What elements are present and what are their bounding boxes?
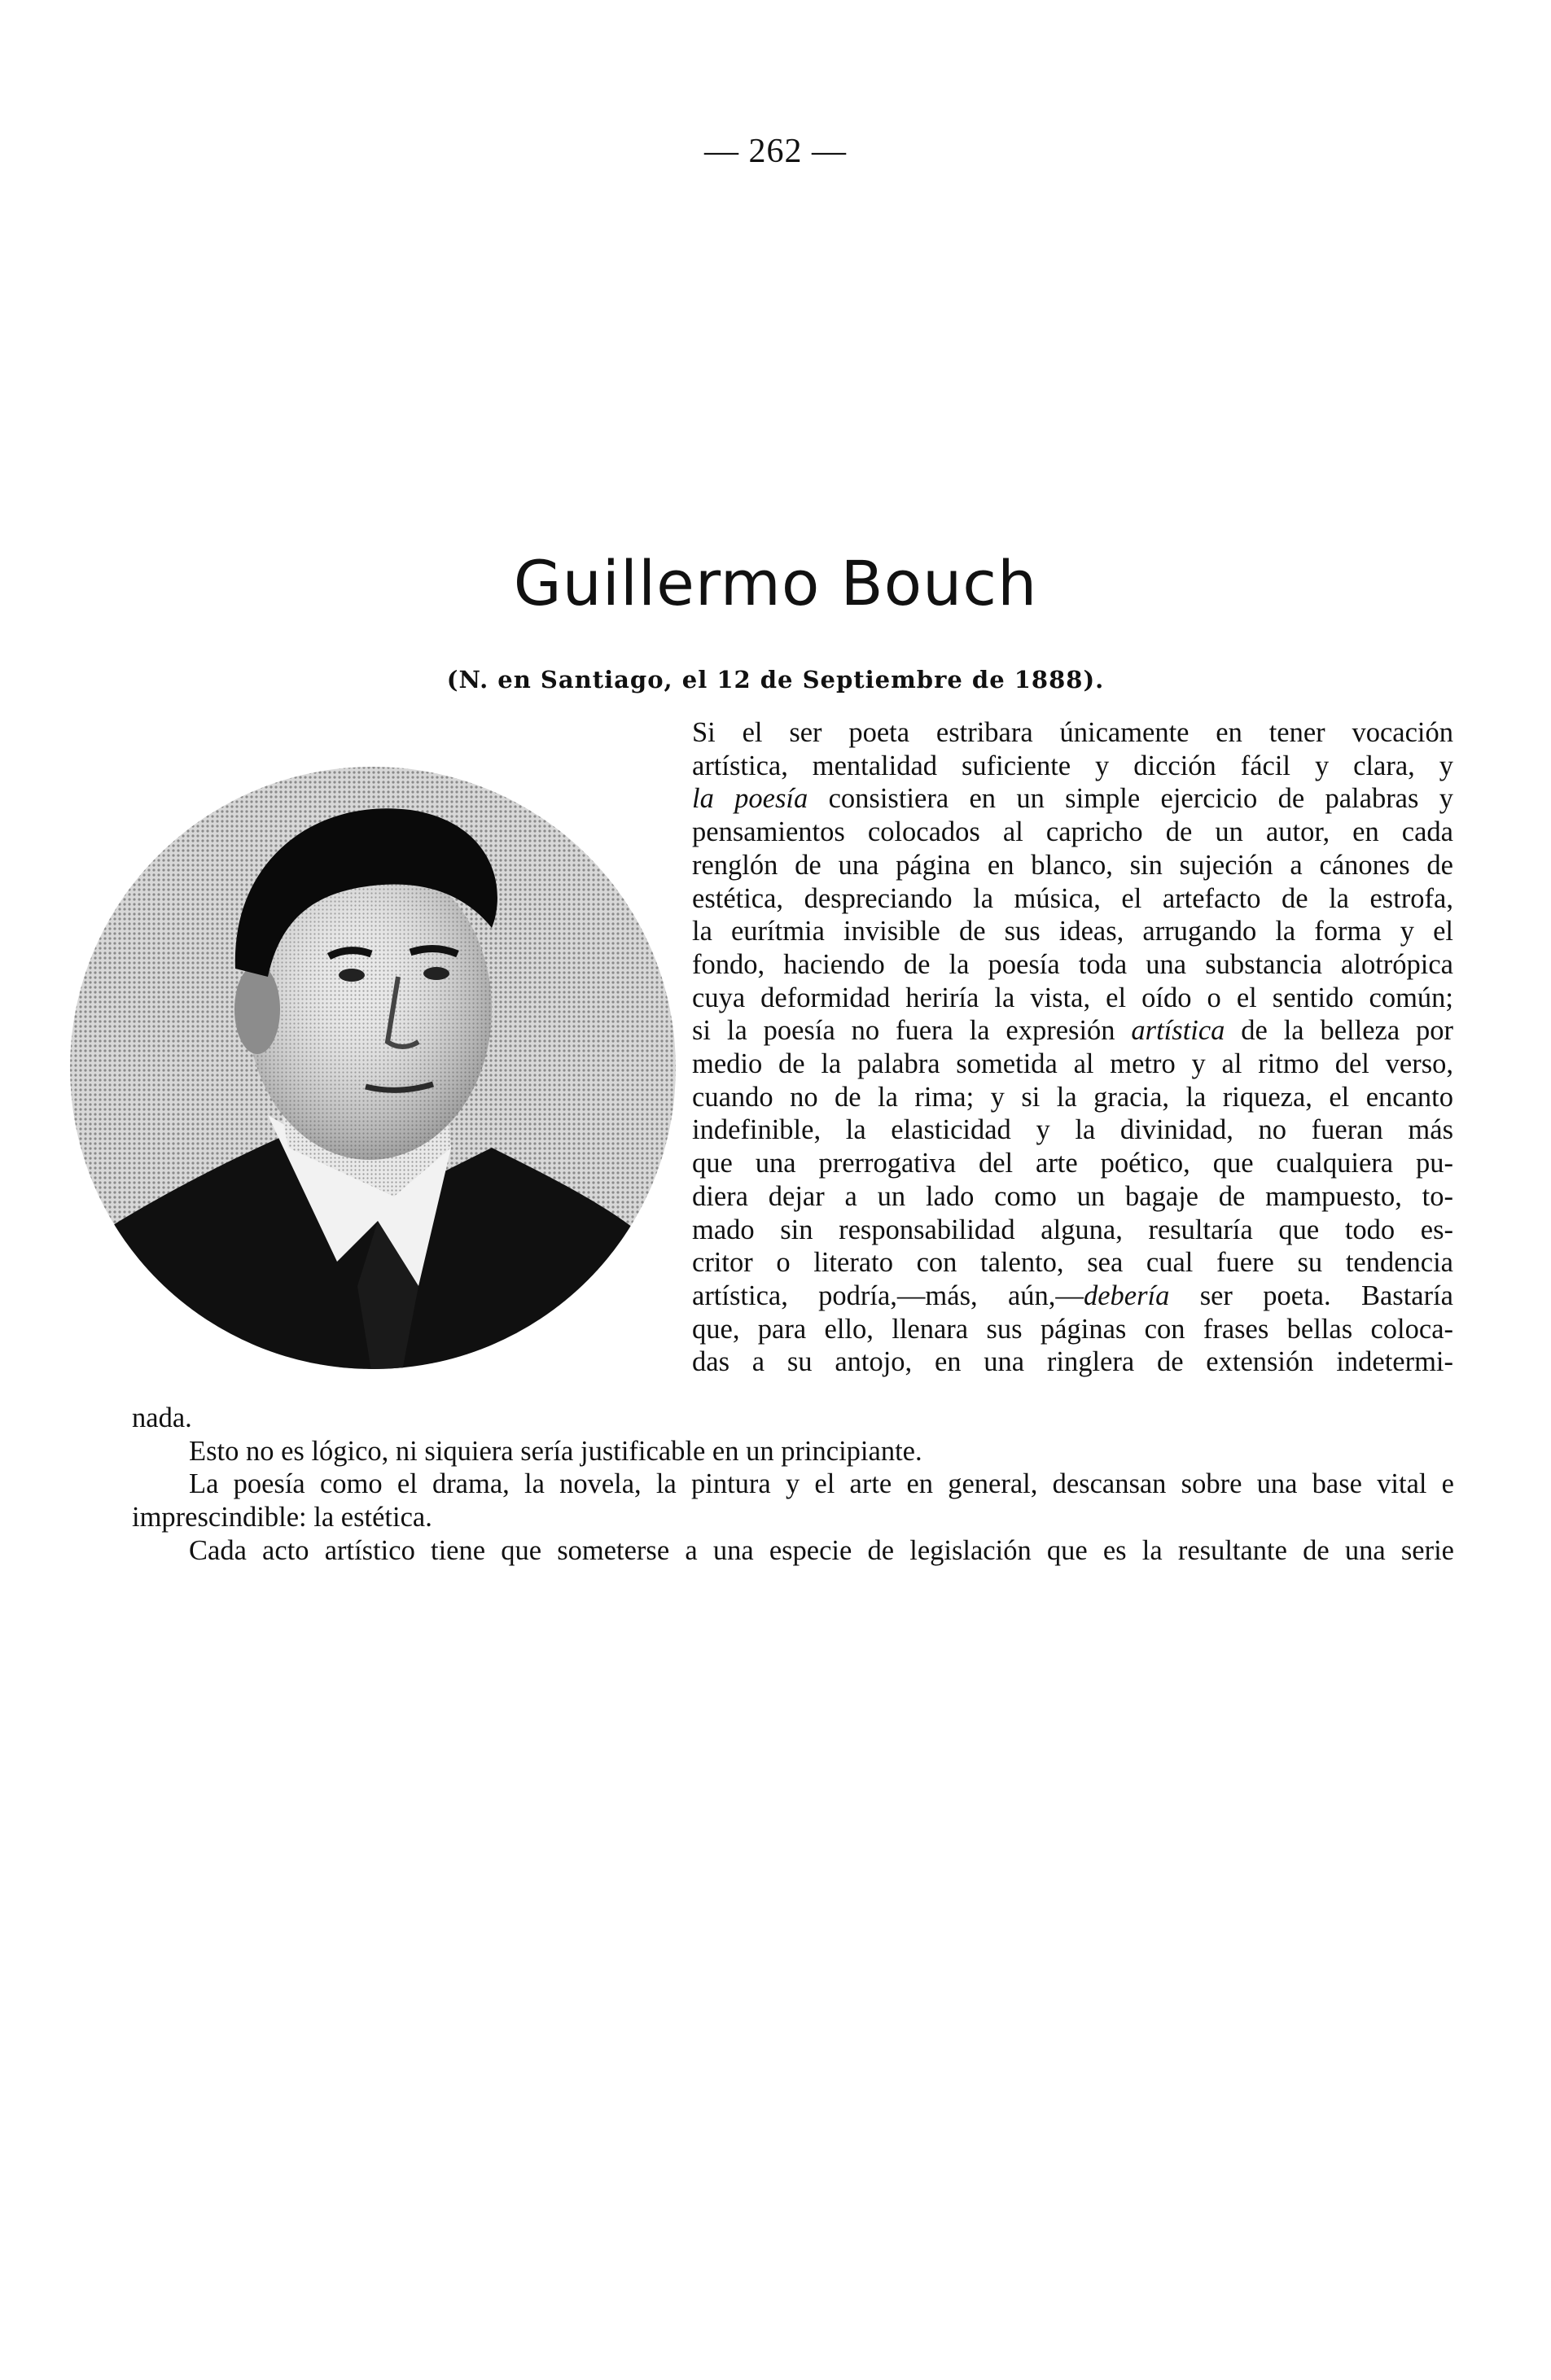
text-line: que, para ello, llenara sus páginas con frases bellas coloca-	[692, 1313, 1453, 1345]
italic-phrase: artística	[1131, 1015, 1225, 1047]
text-line: diera dejar a un lado como un bagaje de mampuesto, to-	[692, 1180, 1453, 1212]
text-line: si la poesía no fuera la expresión artística de la belleza por	[692, 1015, 1453, 1047]
text-line: artística, podría,—más, aún,—debería ser poeta. Bastaría	[692, 1280, 1453, 1311]
italic-phrase: la poesía	[692, 783, 808, 815]
text-line: renglón de una página en blanco, sin sujeción a cánones de	[692, 849, 1453, 881]
text-line: cuando no de la rima; y si la gracia, la riqueza, el encanto	[692, 1081, 1453, 1113]
text-line: estética, despreciando la música, el artefacto de la estrofa,	[692, 882, 1453, 914]
text-line: das a su antojo, en una ringlera de extensión indetermi-	[692, 1346, 1453, 1378]
page-title: Guillermo Bouch	[513, 547, 1038, 619]
paragraph-start: La poesía como el drama, la novela, la pintura y el arte en general, descansan sobre una base vital e	[189, 1468, 1454, 1500]
paragraph-start: Esto no es lógico, ni siquiera sería justificable en un principiante.	[189, 1435, 922, 1467]
italic-phrase: debería	[1083, 1280, 1170, 1311]
text-line: Si el ser poeta estribara únicamente en tener vocación	[692, 717, 1453, 748]
text-line: mado sin responsabilidad alguna, resultaría que todo es-	[692, 1214, 1453, 1245]
birth-note: (N. en Santiago, el 12 de Septiembre de 1888).	[446, 666, 1105, 693]
text-line: artística, mentalidad suficiente y dicción fácil y clara, y	[692, 750, 1453, 781]
text-line: medio de la palabra sometida al metro y al ritmo del verso,	[692, 1048, 1453, 1080]
text-line: pensamientos colocados al capricho de un autor, en cada	[692, 816, 1453, 848]
paragraph-start: Cada acto artístico tiene que someterse a una especie de legislación que es la resultante de una serie	[189, 1534, 1454, 1566]
portrait-photo-icon	[68, 765, 677, 1371]
text-line: critor o literato con talento, sea cual fuere su tendencia	[692, 1247, 1453, 1279]
page-number: — 262 —	[704, 133, 847, 170]
text-line: la eurítmia invisible de sus ideas, arrugando la forma y el	[692, 916, 1453, 947]
text-line: fondo, haciendo de la poesía toda una substancia alotrópica	[692, 948, 1453, 980]
text-line: que una prerrogativa del arte poético, que cualquiera pu-	[692, 1148, 1453, 1179]
text-line: indefinible, la elasticidad y la divinidad, no fueran más	[692, 1114, 1453, 1146]
text-line: la poesía consistiera en un simple ejercicio de palabras y	[692, 783, 1454, 815]
body-text	[132, 1402, 1454, 1568]
intro-column	[692, 716, 1453, 1379]
text-line: cuya deformidad heriría la vista, el oído o el sentido común;	[692, 982, 1453, 1013]
text-line: imprescindible: la estética.	[132, 1502, 432, 1533]
text-line: nada.	[132, 1402, 192, 1433]
